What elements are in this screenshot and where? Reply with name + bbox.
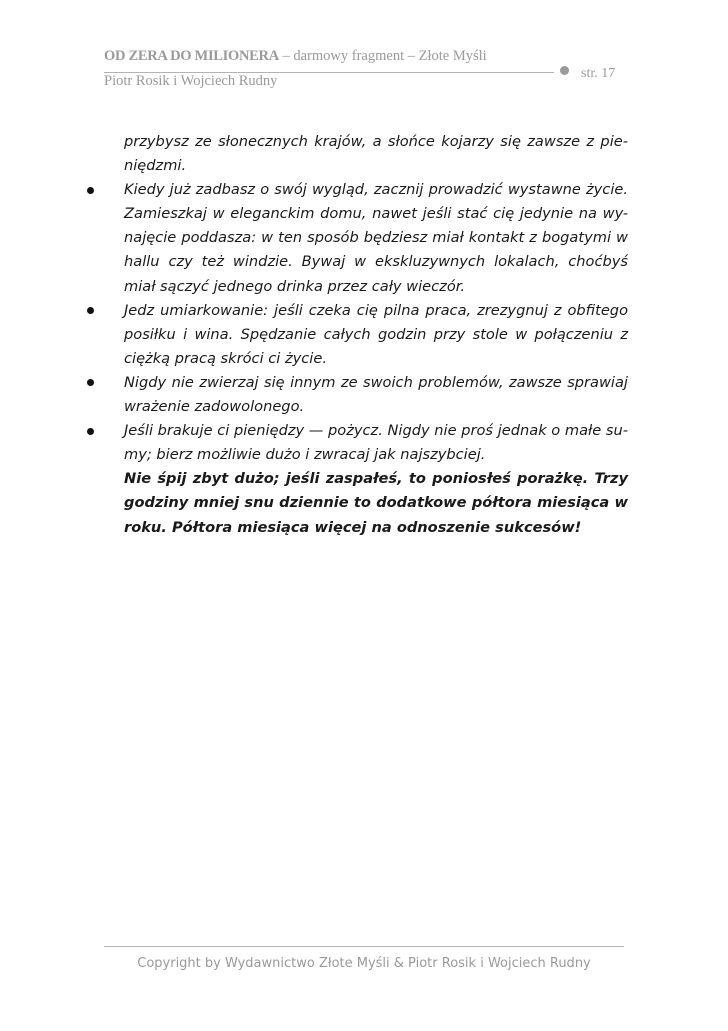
- emphasis-paragraph: [84, 467, 628, 539]
- emphasis-text: Nie śpij zbyt dużo; jeśli zaspałeś, to poniosłeś porażkę. Trzy godziny mniej snu dziennie to dodatkowe półtora miesiąca w roku. Półtora miesiąca więcej na odnoszenie sukcesów!: [124, 470, 628, 536]
- bullet-icon: [87, 187, 94, 194]
- header-title: [104, 48, 487, 65]
- book-title: OD ZERA DO MILIONERA: [104, 48, 279, 64]
- bullet-icon: [87, 428, 94, 435]
- paragraph-text: przybysz ze słonecznych krajów, a słońce kojarzy się zawsze z pie-niędzmi.: [124, 133, 628, 175]
- list-item-text: Kiedy już zadbasz o swój wygląd, zacznij prowadzić wystawne życie. Zamieszkaj w eleganckim domu, nawet jeśli stać cię jedynie na wy-najęcie poddasza: w ten sposób będziesz miał kontakt z bogatymi w hallu czy też windzie. Bywaj w ekskluzywnych lokalach, choćbyś miał sączyć jednego drinka przez cały wieczór.: [124, 181, 628, 295]
- list-item-text: Jeśli brakuje ci pieniędzy — pożycz. Nigdy nie proś jednak o małe su-my; bierz możliwie dużo i zwracaj jak najszybciej.: [124, 422, 628, 464]
- paragraph-continuation: [84, 130, 628, 178]
- footer-divider: [104, 946, 624, 947]
- page-header: [104, 0, 624, 100]
- bullet-icon: [87, 307, 94, 314]
- list-item: [84, 178, 628, 298]
- page-number: str. 17: [581, 66, 616, 81]
- page-body: [84, 130, 628, 540]
- list-item: [84, 419, 628, 467]
- header-authors: Piotr Rosik i Wojciech Rudny: [104, 73, 278, 89]
- list-item-text: Jedz umiarkowanie: jeśli czeka cię pilna praca, zrezygnuj z obfitego posiłku i wina. Spędzanie całych godzin przy stole w połączeniu z ciężką pracą skróci ci życie.: [124, 301, 628, 367]
- list-item-text: Nigdy nie zwierzaj się innym ze swoich problemów, zawsze sprawiaj wrażenie zadowolonego.: [124, 373, 628, 416]
- list-item: [84, 299, 628, 371]
- list-item: [84, 371, 628, 419]
- bullet-icon: [87, 379, 94, 386]
- footer-copyright: Copyright by Wydawnictwo Złote Myśli & Piotr Rosik i Wojciech Rudny: [137, 956, 591, 971]
- header-subtitle: – darmowy fragment – Złote Myśli: [278, 48, 487, 64]
- header-dot-icon: [560, 66, 569, 75]
